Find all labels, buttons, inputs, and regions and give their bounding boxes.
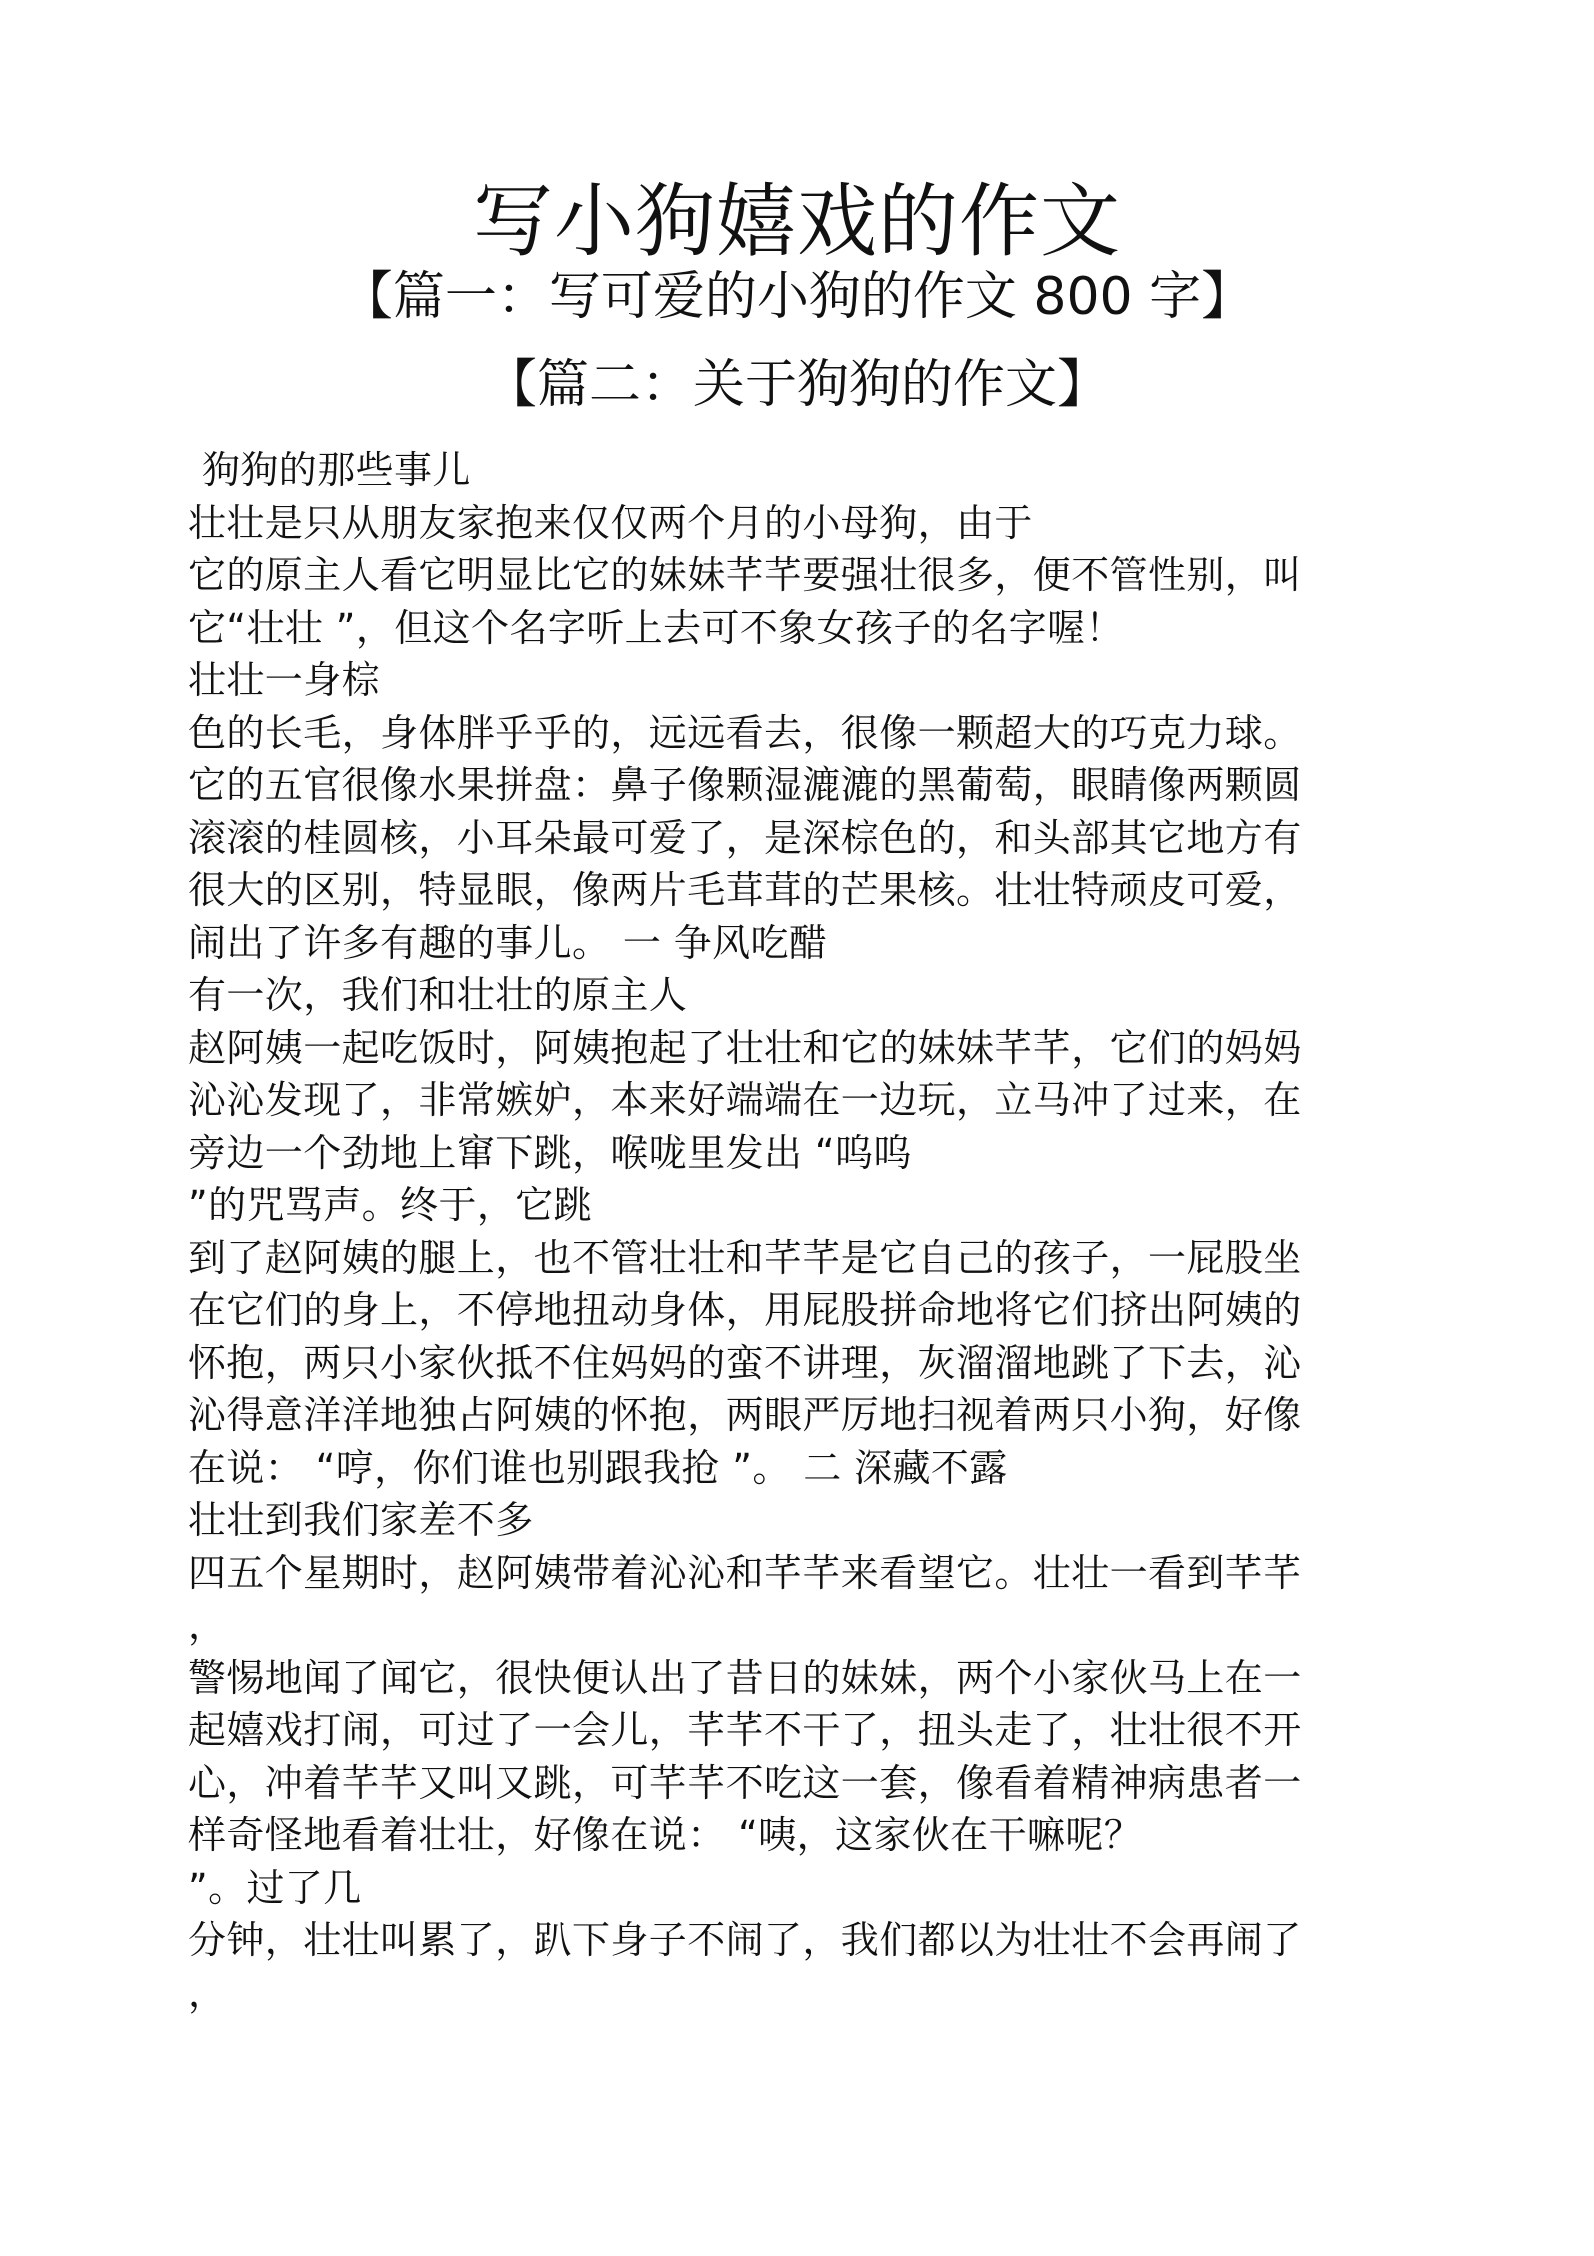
section-heading-2: 【篇二：关于狗狗的作文】	[484, 355, 1109, 415]
essay-body	[188, 444, 1418, 2019]
text-line: 壮壮到我们家差不多	[188, 1498, 534, 1542]
document-title: 写小狗嬉戏的作文	[473, 175, 1121, 268]
text-line: 它的五官很像水果拼盘：鼻子像颗湿漉漉的黑葡萄，眼睛像两颗圆	[188, 763, 1302, 807]
text-line: 旁边一个劲地上窜下跳，喉咙里发出 “呜呜	[188, 1130, 912, 1175]
text-line: 沁沁发现了，非常嫉妒，本来好端端在一边玩，立马冲了过来，在	[188, 1078, 1302, 1122]
text-line: 壮壮是只从朋友家抱来仅仅两个月的小母狗，由于	[188, 500, 1033, 545]
text-line: ”的咒骂声。终于，它跳	[188, 1183, 593, 1227]
text-line: 到了赵阿姨的腿上，也不管壮壮和芊芊是它自己的孩子，一屁股坐	[188, 1235, 1302, 1280]
text-line: 壮壮一身棕	[188, 658, 381, 702]
text-line: ，	[188, 1970, 227, 2015]
text-line: 它“壮壮 ”，但这个名字听上去可不象女孩子的名字喔！	[188, 605, 1124, 650]
text-line: 滚滚的桂圆核，小耳朵最可爱了，是深棕色的，和头部其它地方有	[188, 815, 1302, 860]
text-line: 分钟，壮壮叫累了，趴下身子不闹了，我们都以为壮壮不会再闹了	[188, 1918, 1302, 1962]
text-line: 警惕地闻了闻它，很快便认出了昔日的妹妹，两个小家伙马上在一	[188, 1655, 1302, 1700]
text-line: 怀抱，两只小家伙抵不住妈妈的蛮不讲理，灰溜溜地跳了下去，沁	[188, 1340, 1302, 1385]
text-line: 赵阿姨一起吃饭时，阿姨抱起了壮壮和它的妹妹芊芊，它们的妈妈	[188, 1025, 1302, 1070]
text-line: 狗狗的那些事儿	[202, 448, 471, 492]
text-line: 样奇怪地看着壮壮，好像在说： “咦，这家伙在干嘛呢？	[188, 1813, 1143, 1857]
text-line: 在说： “哼，你们谁也别跟我抢 ”。 二 深藏不露	[188, 1445, 1008, 1490]
text-line: ”。过了几	[188, 1865, 362, 1910]
text-line: 很大的区别，特显眼，像两片毛茸茸的芒果核。壮壮特顽皮可爱，	[188, 868, 1302, 912]
text-line: 沁得意洋洋地独占阿姨的怀抱，两眼严厉地扫视着两只小狗，好像	[188, 1393, 1302, 1437]
text-line: ，	[188, 1603, 227, 1647]
text-line: 四五个星期时，赵阿姨带着沁沁和芊芊来看望它。壮壮一看到芊芊	[188, 1550, 1302, 1595]
text-line: 心，冲着芊芊又叫又跳，可芊芊不吃这一套，像看着精神病患者一	[188, 1760, 1302, 1805]
text-line: 有一次，我们和壮壮的原主人	[188, 973, 688, 1017]
text-line: 闹出了许多有趣的事儿。 一 争风吃醋	[188, 920, 828, 965]
text-line: 起嬉戏打闹，可过了一会儿，芊芊不干了，扭头走了，壮壮很不开	[188, 1708, 1302, 1752]
section-heading-1: 【篇一：写可爱的小狗的作文 800 字】	[340, 267, 1254, 327]
text-line: 色的长毛，身体胖乎乎的，远远看去，很像一颗超大的巧克力球。	[188, 710, 1302, 755]
text-line: 它的原主人看它明显比它的妹妹芊芊要强壮很多，便不管性别，叫	[188, 553, 1302, 597]
text-line: 在它们的身上，不停地扭动身体，用屁股拼命地将它们挤出阿姨的	[188, 1288, 1302, 1332]
